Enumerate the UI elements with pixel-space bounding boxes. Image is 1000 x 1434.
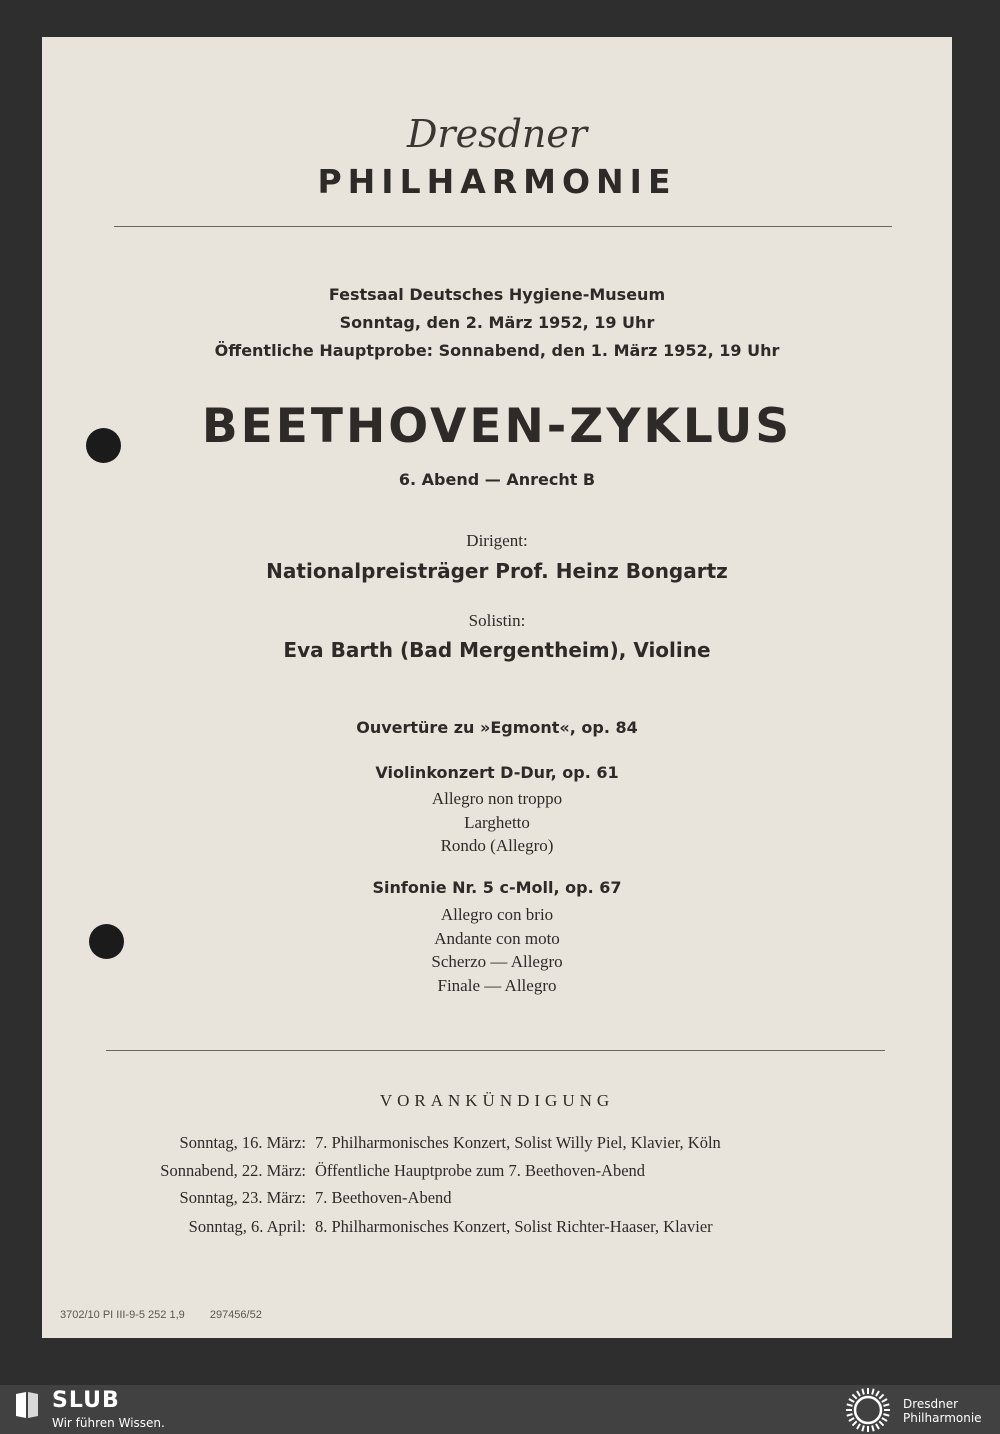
program-rule <box>106 1050 885 1051</box>
venue-line-2: Sonntag, den 2. März 1952, 19 Uhr <box>339 313 655 332</box>
movement-3-2: Andante con moto <box>434 929 560 948</box>
logo-ray <box>849 1418 854 1421</box>
logo-ray <box>862 1425 864 1431</box>
punch-hole-bottom <box>89 924 124 959</box>
logo-ray <box>882 1418 887 1421</box>
logo-ray <box>849 1399 854 1402</box>
print-codes <box>60 1309 284 1321</box>
announcement-text: 7. Philharmonisches Konzert, Solist Willy Piel, Klavier, Köln <box>315 1133 721 1152</box>
announcement-text: 8. Philharmonisches Konzert, Solist Richter-Haaser, Klavier <box>315 1217 713 1236</box>
header-script-title: Dresdner <box>406 112 588 156</box>
movement-3-1: Allegro con brio <box>440 905 554 924</box>
announcement-text: 7. Beethoven-Abend <box>315 1188 452 1207</box>
punch-hole-top <box>86 428 121 463</box>
logo-ray <box>862 1389 864 1395</box>
program-work-2: Violinkonzert D-Dur, op. 61 <box>375 763 619 782</box>
program-work-1: Ouvertüre zu »Egmont«, op. 84 <box>356 718 638 737</box>
footer-bar <box>0 1385 1000 1434</box>
announcement-date: Sonntag, 16. März: <box>179 1133 306 1152</box>
dp-name-line-1: Dresdner <box>903 1397 959 1411</box>
venue-line-1: Festsaal Deutsches Hygiene-Museum <box>328 285 666 304</box>
dresdner-philharmonie-logo-icon[interactable] <box>843 1386 893 1434</box>
logo-ray <box>879 1394 883 1398</box>
announcement-date: Sonnabend, 22. März: <box>160 1161 306 1180</box>
announcement-date: Sonntag, 6. April: <box>188 1217 306 1236</box>
logo-ray <box>857 1424 860 1429</box>
logo-ray <box>852 1394 856 1398</box>
logo-ray <box>876 1424 879 1429</box>
logo-ray <box>883 1404 889 1406</box>
movement-2-2: Larghetto <box>464 813 530 832</box>
concert-title: BEETHOVEN-ZYKLUS <box>201 399 793 454</box>
slub-tagline: Wir führen Wissen. <box>52 1416 165 1430</box>
header-main-title: PHILHARMONIE <box>317 162 677 201</box>
slub-name[interactable]: SLUB <box>52 1388 120 1413</box>
announcement-date: Sonntag, 23. März: <box>179 1188 306 1207</box>
header-rule <box>114 226 892 227</box>
logo-ray <box>847 1414 853 1416</box>
print-code-1: 3702/10 PI III-9-5 252 1,9 <box>60 1309 185 1321</box>
program-work-3: Sinfonie Nr. 5 c-Moll, op. 67 <box>372 878 622 897</box>
movement-3-4: Finale — Allegro <box>437 976 557 995</box>
slub-logo-icon[interactable] <box>14 1390 40 1420</box>
dresdner-philharmonie-name[interactable] <box>903 1397 982 1425</box>
conductor-label: Dirigent: <box>466 531 528 550</box>
movement-2-1: Allegro non troppo <box>431 789 563 808</box>
logo-ray <box>857 1391 860 1396</box>
movement-3-3: Scherzo — Allegro <box>431 952 563 971</box>
logo-ray <box>852 1421 856 1425</box>
logo-ray <box>876 1391 879 1396</box>
program-sheet <box>42 37 952 1338</box>
logo-ray <box>872 1389 874 1395</box>
logo-ray <box>882 1399 887 1402</box>
movement-2-3: Rondo (Allegro) <box>440 836 554 855</box>
logo-ray <box>847 1404 853 1406</box>
soloist-name: Eva Barth (Bad Mergentheim), Violine <box>283 638 711 662</box>
dp-name-line-2: Philharmonie <box>903 1411 982 1425</box>
conductor-name: Nationalpreisträger Prof. Heinz Bongartz <box>266 559 728 583</box>
venue-line-3: Öffentliche Hauptprobe: Sonnabend, den 1. März 1952, 19 Uhr <box>214 341 780 360</box>
soloist-label: Solistin: <box>468 611 526 630</box>
logo-ray <box>879 1421 883 1425</box>
logo-ray <box>883 1414 889 1416</box>
concert-subtitle: 6. Abend — Anrecht B <box>398 470 596 489</box>
announcement-heading: VORANKÜNDIGUNG <box>379 1091 615 1110</box>
logo-ray <box>872 1425 874 1431</box>
print-code-2: 297456/52 <box>209 1309 262 1321</box>
announcement-text: Öffentliche Hauptprobe zum 7. Beethoven-Abend <box>315 1161 646 1180</box>
